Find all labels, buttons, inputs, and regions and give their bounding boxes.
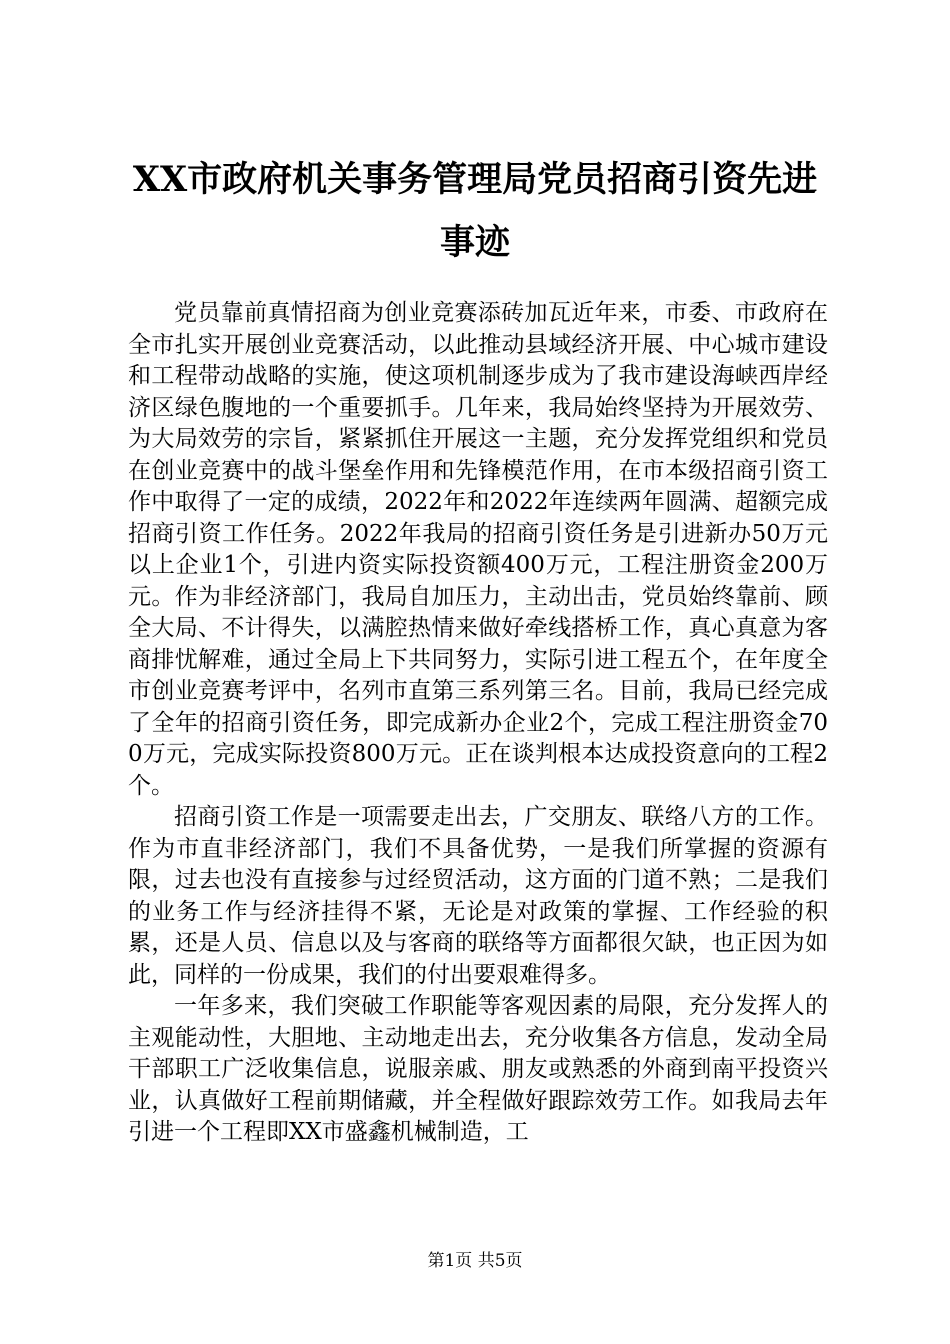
paragraph-2: 招商引资工作是一项需要走出去，广交朋友、联络八方的工作。作为市直非经济部门，我们不具备优势，一是我们所掌握的资源有限，过去也没有直接参与过经贸活动，这方面的门道不熟；二是我们的业务工作与经济挂得不紧，无论是对政策的掌握、工作经验的积累，还是人员、信息以及与客商的联络等方面都很欠缺，也正因为如此，同样的一份成果，我们的付出要艰难得多。	[128, 804, 828, 988]
paragraph-3: 一年多来，我们突破工作职能等客观因素的局限，充分发挥人的主观能动性，大胆地、主动地走出去，充分收集各方信息，发动全局干部职工广泛收集信息，说服亲戚、朋友或熟悉的外商到南平投资兴业，认真做好工程前期储藏，并全程做好跟踪效劳工作。如我局去年引进一个工程即XX市盛鑫机械制造，工	[128, 993, 828, 1145]
paragraph-1: 党员靠前真情招商为创业竞赛添砖加瓦近年来，市委、市政府在全市扎实开展创业竞赛活动，以此推动县域经济开展、中心城市建设和工程带动战略的实施，使这项机制逐步成为了我市建设海峡西岸经济区绿色腹地的一个重要抓手。几年来，我局始终坚持为开展效劳、为大局效劳的宗旨，紧紧抓住开展这一主题，充分发挥党组织和党员在创业竞赛中的战斗堡垒作用和先锋模范作用，在市本级招商引资工作中取得了一定的成绩，2022年和2022年连续两年圆满、超额完成招商引资工作任务。2022年我局的招商引资任务是引进新办50万元以上企业1个，引进内资实际投资额400万元，工程注册资金200万元。作为非经济部门，我局自加压力，主动出击，党员始终靠前、顾全大局、不计得失，以满腔热情来做好牵线搭桥工作，真心真意为客商排忧解难，通过全局上下共同努力，实际引进工程五个，在年度全市创业竞赛考评中，名列市直第三系列第三名。目前，我局已经完成了全年的招商引资任务，即完成新办企业2个，完成工程注册资金700万元，完成实际投资800万元。正在谈判根本达成投资意向的工程2个。	[128, 300, 828, 799]
page-footer: 第1页 共5页	[427, 1251, 523, 1271]
document-title-line-2: 事迹	[439, 222, 510, 263]
document-title-line-1: XX市政府机关事务管理局党员招商引资先进	[132, 159, 818, 200]
document-body	[128, 298, 828, 1149]
